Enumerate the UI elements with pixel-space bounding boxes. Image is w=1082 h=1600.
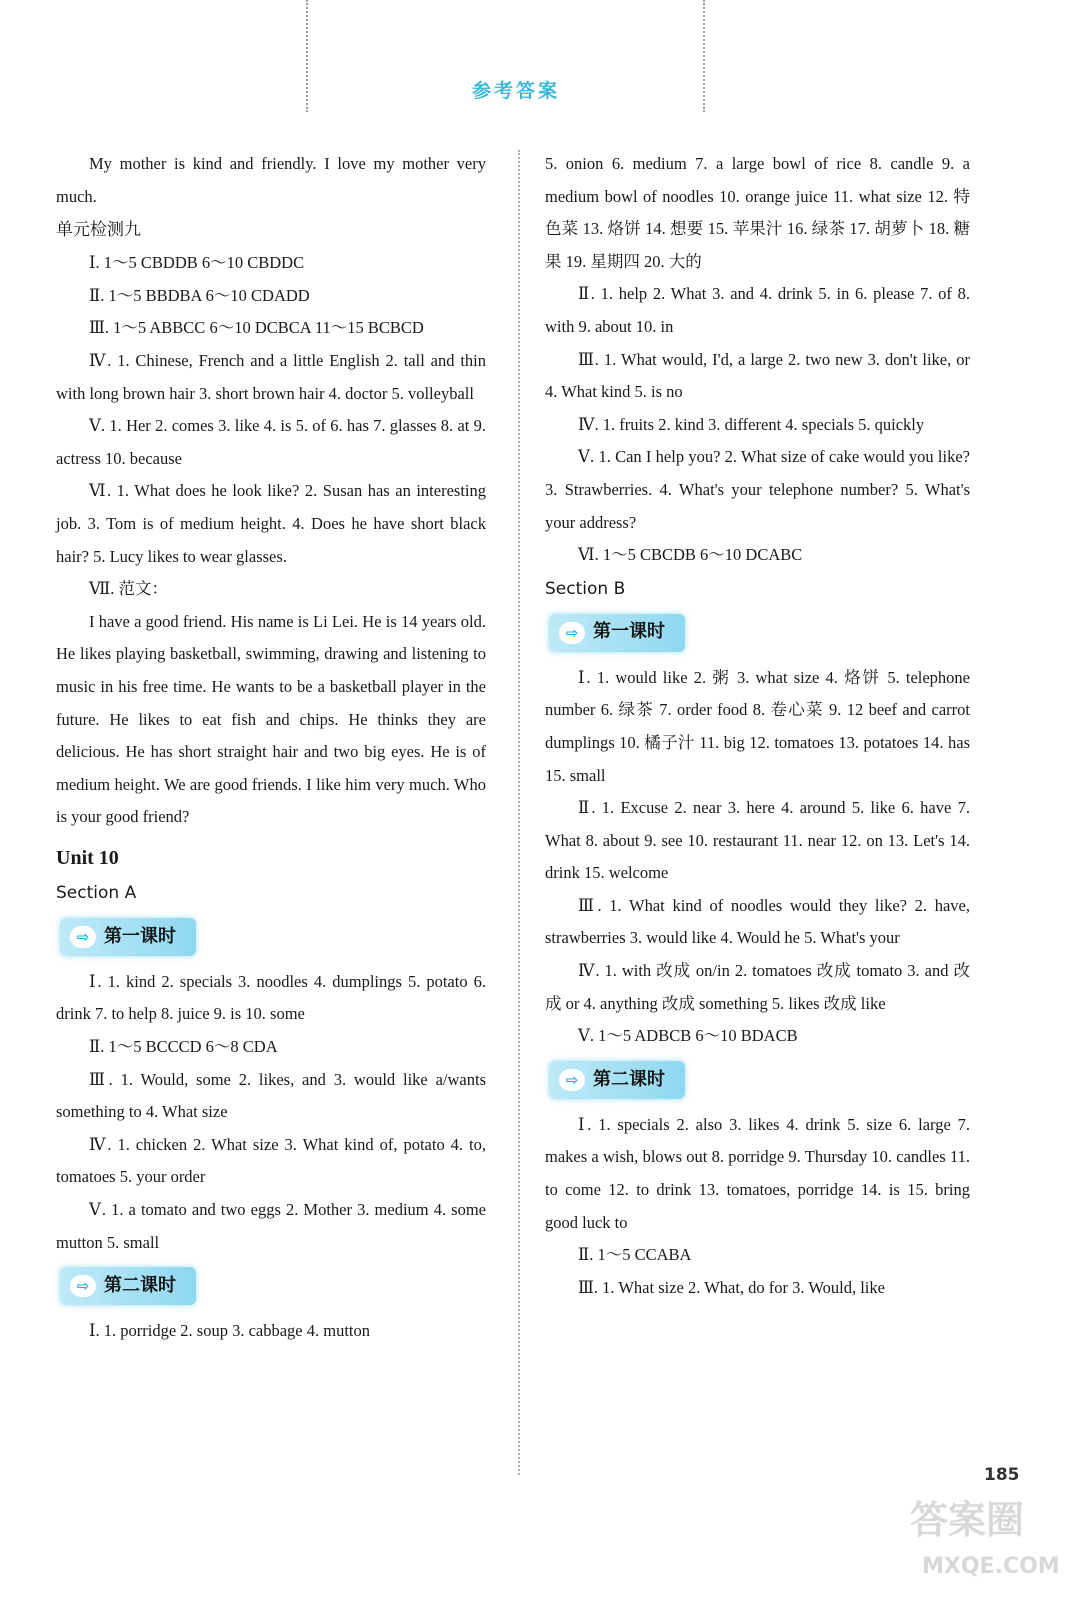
answer-paragraph: Ⅰ. 1. would like 2. 粥 3. what size 4. 烙饼 5. telephone number 6. 绿茶 7. order food 8. 卷心菜 9. 12 beef and carrot dumplings 10. 橘子汁 11. big 12. tomatoes 13. potatoes 14. has 15. small — [545, 667, 970, 785]
section-heading: Section B — [545, 578, 626, 599]
answer-paragraph: Ⅱ. 1. Excuse 2. near 3. here 4. around 5. like 6. have 7. What 8. about 9. see 10. restaurant 11. near 12. on 13. Let's 14. drink 15. welcome — [545, 798, 970, 883]
right-column — [545, 148, 970, 1304]
section-heading: Section A — [56, 882, 137, 903]
page-number: 185 — [984, 1465, 1020, 1485]
answer-paragraph: Ⅰ. 1. specials 2. also 3. likes 4. drink 5. size 6. large 7. makes a wish, blows out 8. porridge 9. Thursday 10. candles 11. to come 12. to drink 13. tomatoes, porridge 14. is 15. bring good luck to — [545, 1114, 970, 1232]
column-divider — [518, 150, 520, 1475]
arrow-right-icon: ⇨ — [559, 1069, 585, 1091]
answer-paragraph: Ⅱ. 1～5 BBDBA 6～10 CDADD — [89, 285, 310, 305]
test-heading: 单元检测九 — [56, 220, 141, 241]
lesson-badge — [549, 1061, 685, 1099]
page-header-title: 参考答案 — [471, 80, 560, 102]
answer-paragraph: Ⅳ. 1. with 改成 on/in 2. tomatoes 改成 tomato 3. and 改成 or 4. anything 改成 something 5. likes 改成 like — [545, 961, 970, 1013]
answer-paragraph: Ⅳ. 1. chicken 2. What size 3. What kind of, potato 4. to, tomatoes 5. your order — [56, 1134, 486, 1187]
lesson-badge — [60, 1267, 196, 1305]
lesson-badge-label: 第二课时 — [104, 1274, 176, 1296]
answer-paragraph: Ⅴ. 1. Can I help you? 2. What size of cake would you like? 3. Strawberries. 4. What's your telephone number? 5. What's your address? — [545, 447, 970, 532]
answer-paragraph: Ⅴ. 1. Her 2. comes 3. like 4. is 5. of 6. has 7. glasses 8. at 9. actress 10. because — [56, 416, 486, 468]
unit-heading: Unit 10 — [56, 846, 119, 869]
header-rule-left — [306, 0, 308, 112]
answer-paragraph: 5. onion 6. medium 7. a large bowl of rice 8. candle 9. a medium bowl of noodles 10. orange juice 11. what size 12. 特色菜 13. 烙饼 14. 想要 15. 苹果汁 16. 绿茶 17. 胡萝卜 18. 糖果 19. 星期四 20. 大的 — [545, 154, 970, 271]
answer-paragraph: I have a good friend. His name is Li Lei. He is 14 years old. He likes playing basketball, swimming, drawing and listening to music in his free time. He wants to be a basketball player in the future. He likes to eat fish and chips. He thinks they are delicious. He has short straight hair and two big eyes. He is of medium height. We are good friends. I like him very much. Who is your good friend? — [56, 611, 486, 827]
lesson-badge — [60, 918, 196, 956]
answer-paragraph: Ⅵ. 1～5 CBCDB 6～10 DCABC — [578, 545, 803, 565]
lesson-badge — [549, 614, 685, 652]
watermark-url: MXQE.COM — [922, 1554, 1060, 1579]
arrow-right-icon: ⇨ — [70, 1275, 96, 1297]
answer-paragraph: My mother is kind and friendly. I love my mother very much. — [56, 154, 486, 206]
answer-paragraph: Ⅳ. 1. Chinese, French and a little English 2. tall and thin with long brown hair 3. short brown hair 4. doctor 5. volleyball — [56, 350, 486, 403]
lesson-badge-label: 第二课时 — [593, 1068, 665, 1090]
answer-paragraph: Ⅲ. 1. What kind of noodles would they like? 2. have, strawberries 3. would like 4. Would he 5. What's your — [545, 895, 970, 948]
lesson-badge-label: 第一课时 — [104, 925, 176, 947]
arrow-right-icon: ⇨ — [559, 622, 585, 644]
answer-paragraph: Ⅱ. 1～5 CCABA — [578, 1245, 692, 1265]
answer-paragraph: Ⅵ. 1. What does he look like? 2. Susan has an interesting job. 3. Tom is of medium height. 4. Does he have short black hair? 5. Lucy likes to wear glasses. — [56, 481, 486, 566]
answer-paragraph: Ⅶ. 范文： — [89, 579, 169, 599]
answer-paragraph: Ⅰ. 1. porridge 2. soup 3. cabbage 4. mutton — [89, 1321, 371, 1341]
watermark-logo — [900, 1478, 1070, 1588]
lesson-badge-label: 第一课时 — [593, 621, 665, 643]
answer-paragraph: Ⅴ. 1～5 ADBCB 6～10 BDACB — [578, 1026, 798, 1046]
answer-paragraph: Ⅰ. 1～5 CBDDB 6～10 CBDDC — [89, 253, 305, 273]
left-column — [56, 148, 486, 1348]
answer-paragraph: Ⅱ. 1～5 BCCCD 6～8 CDA — [89, 1037, 278, 1057]
watermark-text: 答案圈 — [910, 1498, 1025, 1542]
answer-paragraph: Ⅲ. 1. What size 2. What, do for 3. Would, like — [578, 1277, 885, 1297]
answer-paragraph: Ⅳ. 1. fruits 2. kind 3. different 4. specials 5. quickly — [578, 414, 925, 434]
header-rule-right — [703, 0, 705, 112]
arrow-right-icon: ⇨ — [70, 926, 96, 948]
answer-paragraph: Ⅲ. 1. Would, some 2. likes, and 3. would like a/wants something to 4. What size — [56, 1069, 486, 1122]
answer-paragraph: Ⅲ. 1. What would, I'd, a large 2. two new 3. don't like, or 4. What kind 5. is no — [545, 349, 970, 402]
answer-paragraph: Ⅲ. 1～5 ABBCC 6～10 DCBCA 11～15 BCBCD — [89, 318, 424, 338]
answer-paragraph: Ⅰ. 1. kind 2. specials 3. noodles 4. dumplings 5. potato 6. drink 7. to help 8. juice 9. is 10. some — [56, 971, 486, 1024]
answer-paragraph: Ⅴ. 1. a tomato and two eggs 2. Mother 3. medium 4. some mutton 5. small — [56, 1200, 486, 1252]
answer-paragraph: Ⅱ. 1. help 2. What 3. and 4. drink 5. in 6. please 7. of 8. with 9. about 10. in — [545, 284, 970, 336]
